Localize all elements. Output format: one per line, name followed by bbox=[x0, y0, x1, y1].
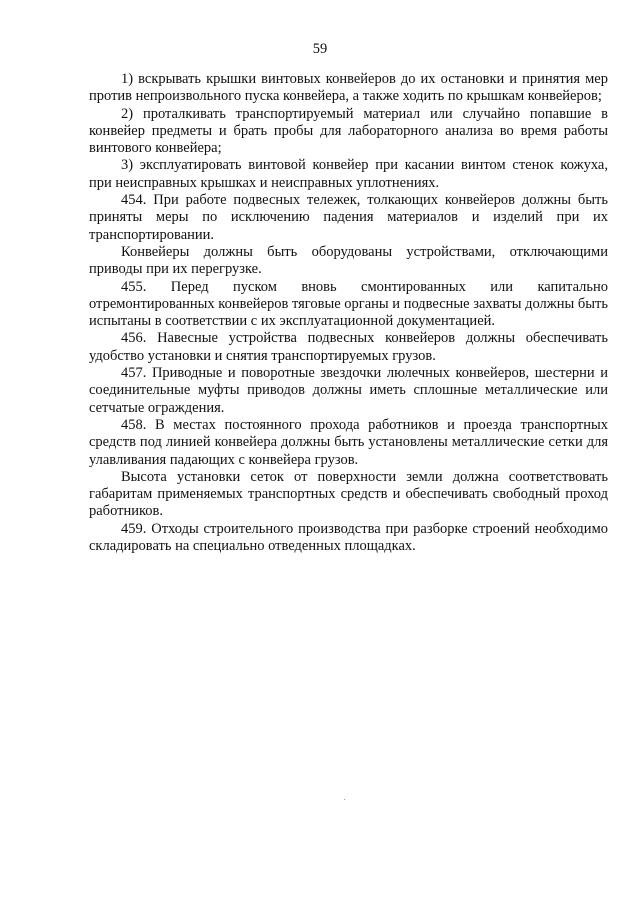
paragraph-454: 454. При работе подвесных тележек, толкающих конвейеров должны быть приняты меры по исключению падения материалов и изделий при их транспортировании. bbox=[89, 192, 608, 243]
paragraph-456: 456. Навесные устройства подвесных конвейеров должны обеспечивать удобство установки и снятия транспортируемых грузов. bbox=[89, 330, 608, 364]
paragraph-item-2: 2) проталкивать транспортируемый материал или случайно попавшие в конвейер предметы и брать пробы для лабораторного анализа во время работы винтового конвейера; bbox=[89, 105, 608, 157]
document-body bbox=[89, 71, 608, 555]
paragraph-459: 459. Отходы строительного производства при разборке строений необходимо складировать на специально отведенных площадках. bbox=[89, 520, 608, 555]
page-number: 59 bbox=[312, 41, 328, 57]
paragraph-457: 457. Приводные и поворотные звездочки люлечных конвейеров, шестерни и соединительные муфты приводов должны иметь сплошные металлические или сетчатые ограждения. bbox=[89, 365, 608, 416]
paragraph-458: 458. В местах постоянного прохода работников и проезда транспортных средств под линией конвейера должны быть установлены металлические сетки для улавливания падающих с конвейера грузов. bbox=[89, 416, 608, 468]
paragraph-item-1: 1) вскрывать крышки винтовых конвейеров до их остановки и принятия мер против непроизвольного пуска конвейера, а также ходить по крышкам конвейеров; bbox=[89, 71, 608, 105]
scan-speck bbox=[344, 799, 345, 800]
paragraph-458-continuation: Высота установки сеток от поверхности земли должна соответствовать габаритам применяемых транспортных средств и обеспечивать свободный проход работников. bbox=[89, 468, 608, 520]
paragraph-item-3: 3) эксплуатировать винтовой конвейер при касании винтом стенок кожуха, при неисправных крышках и неисправных уплотнениях. bbox=[89, 157, 608, 191]
paragraph-454-continuation: Конвейеры должны быть оборудованы устройствами, отключающими приводы при их перегрузке. bbox=[89, 243, 608, 278]
paragraph-455: 455. Перед пуском вновь смонтированных или капитально отремонтированных конвейеров тяговые органы и подвесные захваты должны быть испытаны в соответствии с их эксплуатационной документацией. bbox=[89, 278, 608, 330]
